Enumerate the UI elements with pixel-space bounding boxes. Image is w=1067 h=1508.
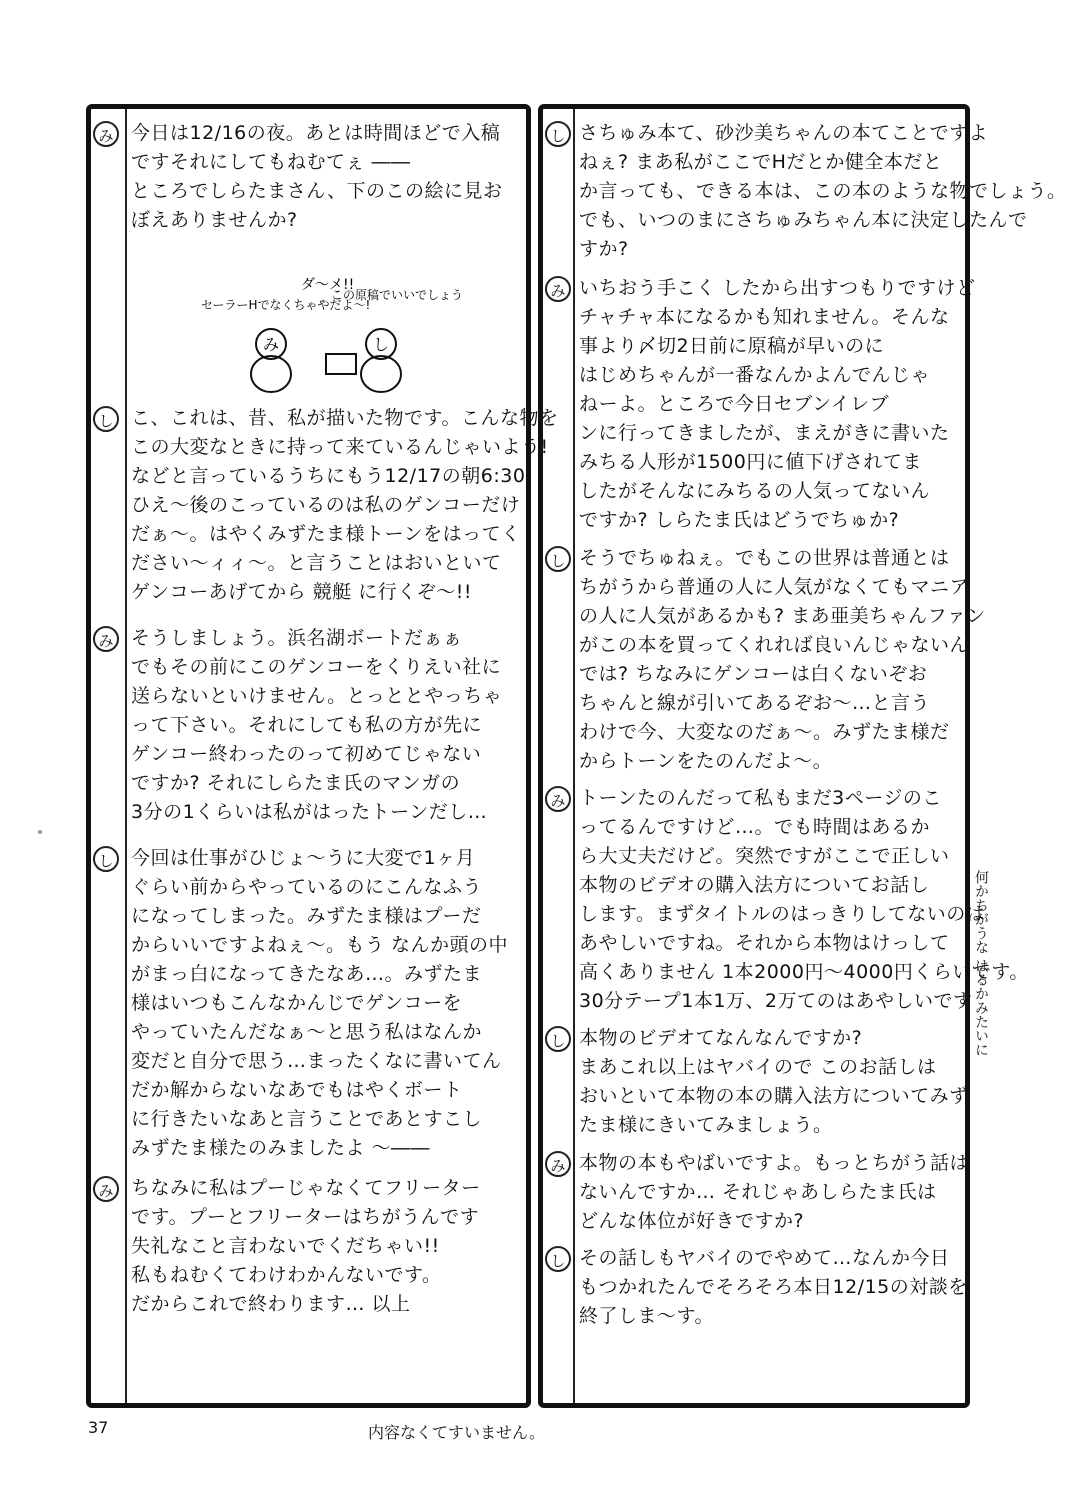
dialogue-line: すか? (579, 238, 629, 260)
dialogue-line: だぁ～。はやくみずたま様トーンをはってく (131, 523, 521, 545)
dialogue-line: ださい～ィィ～。と言うことはおいといて (131, 552, 502, 574)
dialogue-line: ないんですか… それじゃあしらたま氏は (579, 1181, 937, 1203)
dialogue-line: みちる人形が1500円に値下げされてま (579, 451, 922, 473)
dialogue-line: トーンたのんだって私もまだ3ページのこ (579, 787, 942, 809)
dialogue-line: 本物の本もやばいですよ。もっとちがう話は (579, 1152, 970, 1174)
dialogue-line: でもその前にこのゲンコーをくりえい社に (131, 656, 502, 678)
dialogue-line: 30分テープ1本1万、2万てのはあやしいです (579, 990, 973, 1012)
dialogue-line: ところでしらたまさん、下のこの絵に見お (131, 180, 503, 202)
left-column-panel (86, 104, 559, 1408)
dialogue-line: ひえ～後のこっているのは私のゲンコーだけ (131, 494, 521, 516)
footer-note: 内容なくてすいません。 (368, 1423, 545, 1442)
dialogue-line: だからこれで終わります… 以上 (131, 1293, 411, 1315)
dialogue-line: もつかれたんでそろそろ本日12/15の対談を (579, 1276, 968, 1298)
dialogue-line: 送らないといけません。とっととやっちゃ (131, 685, 503, 707)
speech-text: ダ～メ!! (301, 277, 355, 293)
page-number: 37 (88, 1418, 109, 1437)
speaker-badge: み (93, 1176, 119, 1202)
dialogue-line: がまっ白になってきたなあ…。みずたま (131, 963, 483, 985)
dialogue-line: 本物のビデオてなんなんですか? (579, 1027, 863, 1049)
dialogue-line: ぐらい前からやっているのにこんなふう (131, 876, 483, 898)
speech-text: この原稿でいいでしょう (331, 288, 464, 302)
dialogue-line: では? ちなみにゲンコーは白くないぞお (579, 663, 928, 685)
dialogue-line: ですか? しらたま氏はどうでちゅか? (579, 509, 900, 531)
dialogue-line: 変だと自分で思う…まったくなに書いてん (131, 1050, 502, 1072)
dialogue-line: 高くありません 1本2000円～4000円くらいです。 (579, 961, 1029, 983)
dialogue-line: ってるんですけど…。でも時間はあるか (579, 816, 931, 838)
margin-note: 何かちがうな はるかみたいに (973, 870, 989, 1057)
dialogue-line: がこの本を買ってくれれば良いんじゃないん (579, 634, 970, 656)
dialogue-line: ら大丈夫だけど。突然ですがここで正しい (579, 845, 950, 867)
dialogue-line: ですか? それにしらたま氏のマンガの (131, 772, 461, 794)
dialogue-line: でも、いつのまにさちゅみちゃん本に決定したんで (579, 209, 1028, 231)
dialogue-line: か言っても、できる本は、この本のような物でしょう。 (579, 180, 1067, 202)
dialogue-line: します。まずタイトルのはっきりしてないのは (579, 903, 986, 925)
dialogue-line: だか解からないなあでもはやくボート (131, 1079, 463, 1101)
character-a-label: み (263, 335, 280, 354)
dialogue-line: その話しもヤバイのでやめて…なんか今日 (579, 1247, 950, 1269)
dialogue-line: いちおう手こく したから出すつもりですけど (579, 277, 976, 299)
dialogue-line: ちなみに私はプーじゃなくてフリーター (131, 1177, 481, 1199)
speaker-divider (125, 109, 127, 1403)
character-sketch (201, 269, 464, 399)
dialogue-line: ぼえありませんか? (131, 209, 298, 231)
dialogue-line: 本物のビデオの購入法方についてお話し (579, 874, 930, 896)
dialogue-line: になってしまった。みずたま様はプーだ (131, 905, 482, 927)
speaker-badge: み (93, 626, 119, 652)
dialogue-line: ちがうから普通の人に人気がなくてもマニア (579, 576, 970, 598)
dialogue-line: チャチャ本になるかも知れません。そんな (579, 306, 950, 328)
dialogue-line: たま様にきいてみましょう。 (579, 1114, 833, 1136)
dialogue-line: ゲンコー終わったのって初めてじゃない (131, 743, 482, 765)
dialogue-line: 失礼なこと言わないでくだちゃい!! (131, 1235, 440, 1257)
speaker-badge: し (545, 1246, 571, 1272)
speaker-badge: み (545, 276, 571, 302)
speaker-badge: み (93, 121, 119, 147)
dialogue-line: 今日は12/16の夜。あとは時間ほどで入稿 (131, 122, 501, 144)
dialogue-line: みずたま様たのみましたよ ～―― (131, 1137, 431, 1159)
speaker-badge: し (93, 406, 119, 432)
dialogue-line: の人に人気があるかも? まあ亜美ちゃんファン (579, 605, 986, 627)
dialogue-line: そうでちゅねぇ。でもこの世界は普通とは (579, 547, 950, 569)
dialogue-line: そうしましょう。浜名湖ボートだぁぁ (131, 627, 463, 649)
dialogue-line: からいいですよねぇ～。もう なんか頭の中 (131, 934, 509, 956)
dialogue-line: どんな体位が好きですか? (579, 1210, 805, 1232)
dialogue-line: です。プーとフリーターはちがうんです (131, 1206, 480, 1228)
dialogue-line: ねーよ。ところで今日セブンイレブ (579, 393, 890, 415)
dialogue-line: この大変なときに持って来ているんじゃいよう! (131, 436, 549, 458)
dialogue-line: に行きたいなあと言うことであとすこし (131, 1108, 483, 1130)
dialogue-line: さちゅみ本て、砂沙美ちゃんの本てことですよ (579, 122, 989, 144)
dialogue-line: ゲンコーあげてから 競艇 に行くぞ～!! (131, 581, 472, 603)
speaker-badge: み (545, 1151, 571, 1177)
dialogue-line: ですそれにしてもねむてぇ ―― (131, 151, 411, 173)
dialogue-line: まあこれ以上はヤバイので このお話しは (579, 1056, 937, 1078)
dialogue-line: ねぇ? まあ私がここでHだとか健全本だと (579, 151, 943, 173)
speaker-badge: し (93, 846, 119, 872)
dialogue-line: あやしいですね。それから本物はけっして (579, 932, 950, 954)
manuscript-icon (326, 354, 356, 374)
dialogue-line: って下さい。それにしても私の方が先に (131, 714, 483, 736)
dialogue-line: 終了しま～す。 (579, 1305, 714, 1327)
speaker-badge: し (545, 546, 571, 572)
dialogue-line: からトーンをたのんだよ～。 (579, 750, 833, 772)
dialogue-line: ちゃんと線が引いてあるぞお～…と言う (579, 692, 931, 714)
speaker-badge: し (545, 121, 571, 147)
dialogue-line: したがそんなにみちるの人気ってないん (579, 480, 931, 502)
dialogue-line: 今回は仕事がひじょ～うに大変で1ヶ月 (131, 847, 476, 869)
dialogue-line: おいといて本物の本の購入法方についてみず (579, 1085, 969, 1107)
dialogue-line: こ、これは、昔、私が描いた物です。こんな物を (131, 407, 559, 429)
speaker-badge: し (545, 1026, 571, 1052)
dialogue-line: ンに行ってきましたが、まえがきに書いた (579, 422, 950, 444)
character-b-label: し (373, 335, 390, 354)
dialogue-line: 様はいつもこんなかんじでゲンコーを (131, 992, 463, 1014)
speaker-divider (573, 109, 575, 1403)
speaker-badge: み (545, 786, 571, 812)
dialogue-line: 事より〆切2日前に原稿が早いのに (579, 335, 885, 357)
dialogue-line: 私もねむくてわけわかんないです。 (131, 1264, 442, 1286)
dialogue-line: 3分の1くらいは私がはったトーンだし… (131, 801, 488, 823)
stray-mark (38, 830, 42, 834)
dialogue-line: などと言っているうちにもう12/17の朝6:30 (131, 465, 526, 487)
dialogue-line: はじめちゃんが一番なんかよんでんじゃ (579, 364, 931, 386)
dialogue-line: わけで今、大変なのだぁ～。みずたま様だ (579, 721, 950, 743)
dialogue-line: やっていたんだなぁ～と思う私はなんか (131, 1021, 483, 1043)
speech-text: セーラーHでなくちゃやだよ～! (201, 298, 371, 312)
